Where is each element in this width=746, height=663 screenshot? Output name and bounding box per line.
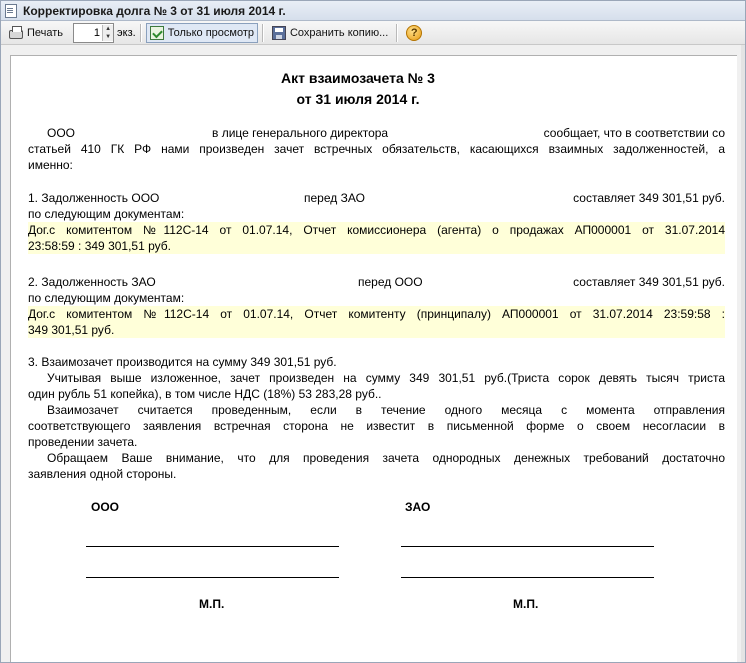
print-button[interactable] xyxy=(5,23,67,43)
stamp-left: М.П. xyxy=(199,597,225,611)
print-label: Печать xyxy=(27,26,64,39)
intro-line-2: статьей 410 ГК РФ нами произведен зачет встречных обязательств, касающихся взаимных задолженностей, а xyxy=(28,142,725,156)
printer-icon xyxy=(9,30,23,39)
save-copy-button[interactable] xyxy=(268,23,392,43)
toolbar-separator xyxy=(396,24,398,42)
debt1-docs-label: по следующим документам: xyxy=(28,207,185,221)
offset-line-5: соответствующего заявления встречная сторона не известит в письменной форме о своем несогласии в xyxy=(28,419,725,433)
signature-line-left-2 xyxy=(86,577,339,578)
toolbar-separator xyxy=(140,24,142,42)
document-icon xyxy=(5,4,17,18)
title-bar xyxy=(1,1,745,21)
offset-line-8: заявления одной стороны. xyxy=(28,467,177,481)
debt1-amount: составляет 349 301,51 руб. xyxy=(573,191,725,205)
copies-unit: экз. xyxy=(117,26,136,39)
debt2-debtor: 2. Задолженность ЗАО xyxy=(28,275,156,289)
vertical-scrollbar[interactable] xyxy=(741,45,745,663)
signature-line-right-1 xyxy=(401,546,654,547)
intro-line-3: именно: xyxy=(28,158,73,172)
debt2-creditor: перед ООО xyxy=(358,275,423,289)
debt1-doc-line-2: 23:58:59 : 349 301,51 руб. xyxy=(28,239,171,253)
offset-line-4: Взаимозачет считается проведенным, если в течение одного месяца с момента отправления xyxy=(47,403,725,417)
stamp-right: М.П. xyxy=(513,597,539,611)
offset-line-7: Обращаем Ваше внимание, что для проведения зачета однородных денежных требований достаточно xyxy=(47,451,725,465)
copies-input[interactable]: 1 xyxy=(93,26,101,39)
toolbar xyxy=(1,21,745,45)
view-only-label: Только просмотр xyxy=(167,26,254,39)
debt2-amount: составляет 349 301,51 руб. xyxy=(573,275,725,289)
signature-line-right-2 xyxy=(401,577,654,578)
toolbar-separator xyxy=(262,24,264,42)
debt2-doc-line-2: 349 301,51 руб. xyxy=(28,323,115,337)
spin-up-icon[interactable]: ▲ xyxy=(105,25,112,32)
copies-spin[interactable] xyxy=(102,25,113,41)
intro-company: ООО xyxy=(47,126,76,140)
save-icon xyxy=(272,26,286,40)
offset-line-2: Учитывая выше изложенное, зачет произведен на сумму 349 301,51 руб.(Триста сорок девять тысяч триста xyxy=(47,371,725,385)
help-button[interactable] xyxy=(402,23,426,43)
signature-right-party: ЗАО xyxy=(405,500,431,514)
signature-line-left-1 xyxy=(86,546,339,547)
debt1-documents xyxy=(28,222,725,254)
debt2-doc-line-1: Дог.с комитентом №112С-14 от 01.07.14, Отчет комитенту (принципалу) АП000001 от 31.07.2014 23:59:58 : xyxy=(28,307,725,321)
document-area[interactable] xyxy=(1,45,746,663)
debt1-creditor: перед ЗАО xyxy=(304,191,365,205)
debt1-debtor: 1. Задолженность ООО xyxy=(28,191,160,205)
signature-left-party: ООО xyxy=(91,500,120,514)
document-date: от 31 июля 2014 г. xyxy=(296,91,420,107)
view-only-button[interactable] xyxy=(146,23,258,43)
debt1-doc-line-1: Дог.с комитентом №112С-14 от 01.07.14, Отчет комиссионера (агента) о продажах АП000001 от 31.07.2014 xyxy=(28,223,725,237)
document-sheet xyxy=(10,55,737,663)
window-title: Корректировка долга № 3 от 31 июля 2014 г. xyxy=(23,3,286,18)
save-copy-label: Сохранить копию... xyxy=(289,26,389,39)
spin-down-icon[interactable]: ▼ xyxy=(105,33,112,40)
offset-amount: 3. Взаимозачет производится на сумму 349 301,51 руб. xyxy=(28,355,337,369)
document-title: Акт взаимозачета № 3 xyxy=(281,70,435,86)
intro-director: в лице генерального директора xyxy=(212,126,389,140)
intro-reports: сообщает, что в соответствии со xyxy=(543,126,725,140)
copies-stepper[interactable] xyxy=(73,23,114,43)
offset-line-3: один рубль 51 копейка), в том числе НДС (18%) 53 283,28 руб.. xyxy=(28,387,382,401)
debt2-documents xyxy=(28,306,725,338)
debt2-docs-label: по следующим документам: xyxy=(28,291,185,305)
help-icon: ? xyxy=(406,25,422,41)
view-mode-icon xyxy=(150,26,164,40)
offset-line-6: проведении зачета. xyxy=(28,435,138,449)
